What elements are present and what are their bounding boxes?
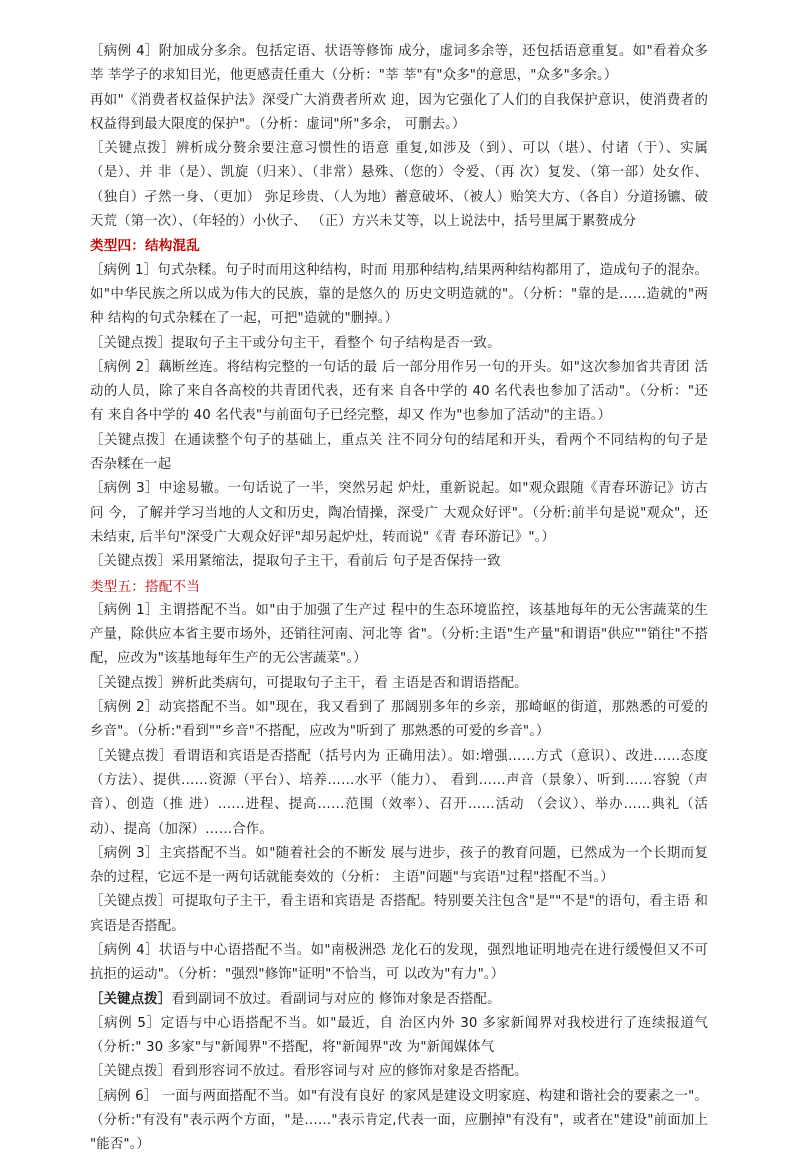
paragraph-key-tip-adverbial [90, 988, 708, 1012]
key-tip-label: ［关键点拨］ [90, 991, 172, 1007]
paragraph-key-tip-subject-predicate: ［关键点拨］辨析此类病句，可提取句子主干，看 主语是否和谓语搭配。 [90, 675, 528, 691]
section-heading-type-5: 类型五：搭配不当 [90, 578, 200, 595]
key-tip-text: 看到副词不放过。看副词与对应的 修饰对象是否搭配。 [171, 991, 501, 1007]
document-page [90, 40, 708, 1158]
paragraph-key-tip-switch: ［关键点拨］采用紧缩法，提取句子主干，看前后 句子是否保持一致 [90, 554, 501, 570]
paragraph-example-3-subject-object: ［病例 3］主宾搭配不当。如"随着社会的不断发 展与进步，孩子的教育问题，已然成为一个长期而复 杂的过程，它远不是一两句话就能奏效的（分析： 主语"问题"与宾语"过程"搭配不当。） [90, 845, 708, 886]
paragraph-key-tip-attributive: ［关键点拨］看到形容词不放过。看形容词与对 应的修饰对象是否搭配。 [90, 1064, 528, 1080]
paragraph-key-tip-linked: ［关键点拨］在通读整个句子的基础上，重点关 注不同分句的结尾和开头，看两个不同结构的句子是 否杂糅在一起 [90, 432, 708, 473]
paragraph-example-3-switch: ［病例 3］中途易辙。一句话说了一半，突然另起 炉灶，重新说起。如"观众跟随《青春环游记》访古问 今，了解并学习当地的人文和历史，陶冶情操，深受广 大观众好评"。（分析:前半句是说"观众"，还未结束, 后半句"深受广大观众好评"却另起炉灶，转而说"《青 春环游记》"。） [90, 481, 708, 545]
paragraph-key-tip-subject-object: ［关键点拨］可提取句子主干，看主语和宾语是 否搭配。特别要关注包含"是""不是"的语句，看主语 和宾语是否搭配。 [90, 894, 708, 934]
paragraph-example-1-mixed: ［病例 1］句式杂糅。句子时而用这种结构，时而 用那种结构,结果两种结构都用了，造成句子的混杂。 如"中华民族之所以成为伟大的民族，靠的是悠久的 历史文明造就的"。（分析："靠的是……造就的"两种 结构的句式杂糅在了一起，可把"造就的"删掉。） [90, 262, 708, 327]
paragraph-example-2-linked: ［病例 2］藕断丝连。将结构完整的一句话的最 后一部分用作另一句的开头。如"这次参加省共青团 活动的人员，除了来自各高校的共青团代表，还有来 自各中学的 40 名代表也参加了活动"。（分析："还有 来自各中学的 40 名代表"与前面句子已经完整，却又 作为"也参加了活动"的主语。） [90, 359, 708, 424]
paragraph-example-4-redundancy: ［病例 4］附加成分多余。包括定语、状语等修饰 成分，虚词多余等，还包括语意重复。如"看着众多莘 莘学子的求知目光，他更感责任重大（分析："莘 莘"有"众多"的意思，"众多"多余。） [90, 44, 708, 84]
paragraph-example-5-attributive: ［病例 5］定语与中心语搭配不当。如"最近，自 治区内外 30 多家新闻界对我校进行了连续报道气（分析:" 30 多家"与"新闻界"不搭配，将"新闻界"改 为"新闻媒体气 [90, 1015, 708, 1056]
paragraph-example-1-subject-predicate: ［病例 1］主谓搭配不当。如"由于加强了生产过 程中的生态环境监控，该基地每年的无公害蔬菜的生 产量，除供应本省主要市场外，还销往河南、河北等 省"。（分析:主语"生产量"和谓语"供应""销往"不搭 配，应改为"该基地每年生产的无公害蔬菜"。） [90, 602, 708, 667]
paragraph-example-4-more: 再如"《消费者权益保护法》深受广大消费者所欢 迎，因为它强化了人们的自我保护意识，使消费者的 权益得到最大限度的保护"。（分析：虚词"所"多余， 可删去。） [90, 92, 708, 132]
section-heading-type-4: 类型四：结构混乱 [90, 238, 200, 255]
paragraph-key-tip-verb-object: ［关键点拨］看谓语和宾语是否搭配（括号内为 正确用法）。如:增强……方式（意识）、改进……态度 （方法）、提供……资源（平台）、培养……水平（能力）、 看到……声音（景象）、听到……容貌（声音）、创造（推 进）……进程、提高……范围（效率）、召开……活动 （会议）、举办……典礼（活动）、提高（加深）……合作。 [90, 748, 708, 837]
paragraph-example-4-adverbial: ［病例 4］状语与中心语搭配不当。如"南极洲恐 龙化石的发现，强烈地证明地壳在进行缓慢但又不可 抗拒的运动"。（分析："强烈"修饰"证明"不恰当，可 以改为"有力"。） [90, 942, 708, 983]
paragraph-key-tip-mixed: ［关键点拨］提取句子主干或分句主干，看整个 句子结构是否一致。 [90, 335, 501, 351]
paragraph-example-2-verb-object: ［病例 2］动宾搭配不当。如"现在，我又看到了 那阔别多年的乡亲，那崎岖的街道，那熟悉的可爱的 乡音"。（分析:"看到""乡音"不搭配，应改为"听到了 那熟悉的可爱的乡音"。） [90, 700, 708, 740]
paragraph-key-tip-redundancy: ［关键点拨］辨析成分赘余要注意习惯性的语意 重复,如涉及（到）、可以（堪）、付诸（于）、实属（是）、并 非（是）、凯旋（归来）、（非常）悬殊、（您的）令爱、（再 次）复发、（第一部）处女作、（独自）孑然一身、（更加） 弥足珍贵、（人为地）蓄意破坏、（被人）贻笑大方、（各自）分道扬镳、破天荒（第一次）、（年轻的）小伙子、 （正）方兴未艾等，以上说法中，括号里属于累赘成分 [90, 141, 708, 230]
paragraph-example-6-one-two-sides: ［病例 6］ 一面与两面搭配不当。如"有没有良好 的家风是建设文明家庭、构建和谐社会的要素之一"。（分析:"有没有"表示两个方面，"是……"表示肯定,代表一面，应删掉"有没有"，或者在"建设"前面加上 "能否"。） [90, 1088, 708, 1153]
